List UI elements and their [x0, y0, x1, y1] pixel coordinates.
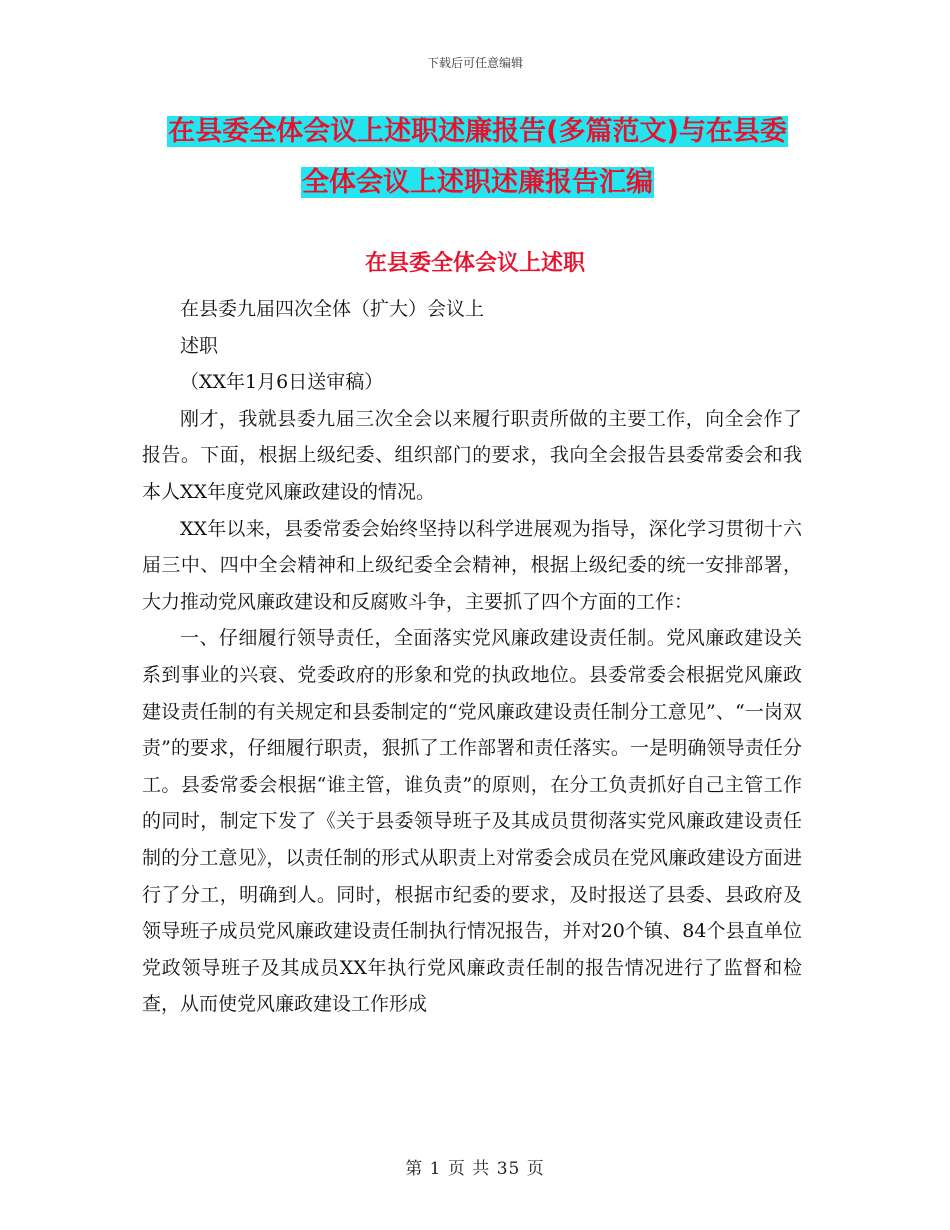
title-line-2: 全体会议上述职述廉报告汇编	[302, 167, 653, 198]
paragraph-intro: 刚才，我就县委九届三次全会以来履行职责所做的主要工作，向全会作了报告。下面，根据上级纪委、组织部门的要求，我向全会报告县委常委会和我本人XX年度党风廉政建设的情况。	[142, 407, 802, 503]
document-title	[140, 106, 815, 208]
paragraph-section-one: 一、仔细履行领导责任，全面落实党风廉政建设责任制。党风廉政建设关系到事业的兴衰、党委政府的形象和党的执政地位。县委常委会根据党风廉政建设责任制的有关规定和县委制定的“党风廉政建设责任制分工意见”、“一岗双责”的要求，仔细履行职责，狠抓了工作部署和责任落实。一是明确领导责任分工。县委常委会根据“谁主管，谁负责”的原则，在分工负责抓好自己主管工作的同时，制定下发了《关于县委领导班子及其成员贯彻落实党风廉政建设责任制的分工意见》，以责任制的形式从职责上对常委会成员在党风廉政建设方面进行了分工，明确到人。同时，根据市纪委的要求，及时报送了县委、县政府及领导班子成员党风廉政建设责任制执行情况报告，并对20个镇、84个县直单位党政领导班子及其成员XX年执行党风廉政责任制的报告情况进行了监督和检查，从而使党风廉政建设工作形成	[142, 627, 802, 1016]
paragraph-overview: XX年以来，县委常委会始终坚持以科学进展观为指导，深化学习贯彻十六届三中、四中全会精神和上级纪委全会精神，根据上级纪委的统一安排部署，大力推动党风廉政建设和反腐败斗争，主要抓了四个方面的工作：	[142, 517, 802, 613]
header-note: 下载后可任意编辑	[426, 56, 523, 70]
page-number: 第 1 页 共 35 页	[405, 1159, 545, 1179]
title-line-1: 在县委全体会议上述职述廉报告(多篇范文)与在县委	[168, 116, 787, 147]
section-title: 在县委全体会议上述职	[364, 251, 585, 276]
body-text	[142, 291, 802, 1023]
report-label: 述职	[180, 334, 219, 357]
draft-date: （XX年1月6日送审稿）	[180, 371, 384, 394]
meeting-line: 在县委九届四次全体（扩大）会议上	[180, 298, 485, 320]
